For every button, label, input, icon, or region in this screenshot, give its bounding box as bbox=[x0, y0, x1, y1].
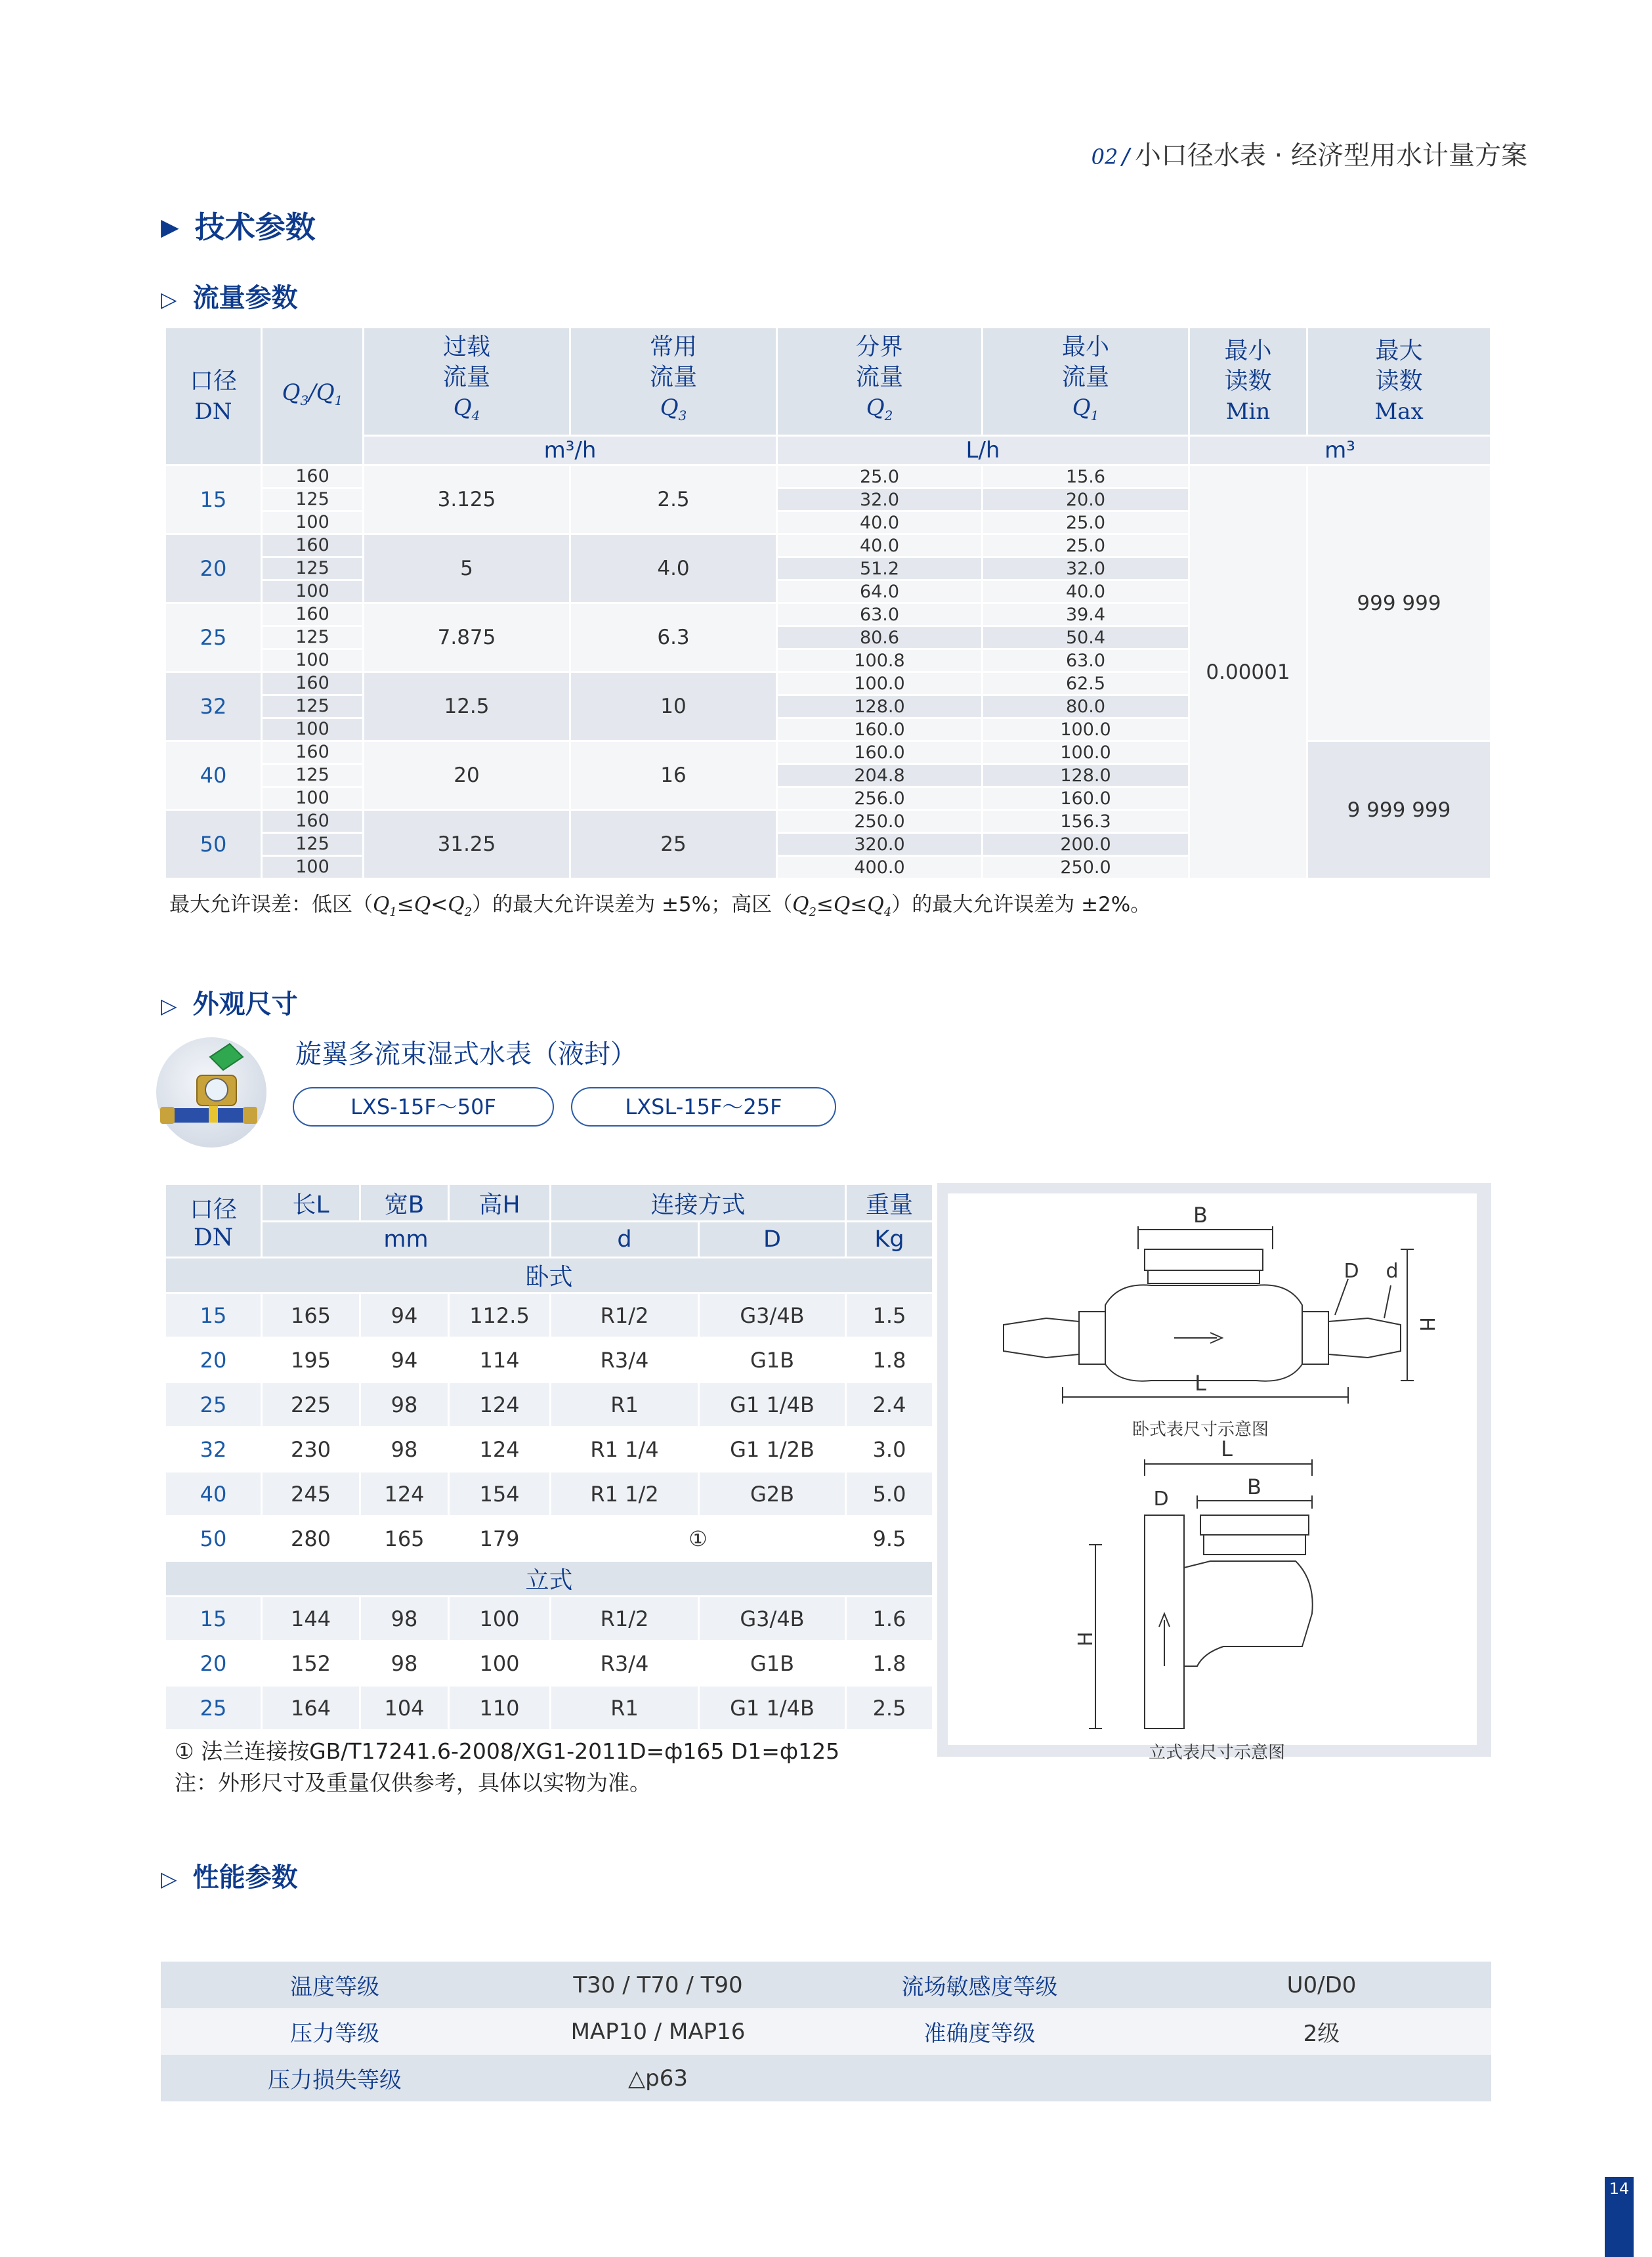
dims-unit-d-large: D bbox=[699, 1222, 846, 1258]
drawing-label: L bbox=[1195, 1371, 1206, 1396]
dims-row bbox=[165, 1293, 933, 1338]
dims-row bbox=[165, 1383, 933, 1427]
drawing-label: B bbox=[1193, 1203, 1208, 1228]
th-q4 bbox=[364, 328, 570, 436]
flow-q4-cell: 7.875 bbox=[364, 603, 570, 672]
drawing-label: B bbox=[1247, 1474, 1261, 1499]
dims-cell: 230 bbox=[262, 1427, 360, 1472]
th-min bbox=[1189, 328, 1307, 436]
dims-vertical-body bbox=[165, 1597, 933, 1730]
dims-cell: 124 bbox=[449, 1427, 551, 1472]
performance-table bbox=[161, 1962, 1491, 2101]
th-ratio bbox=[262, 328, 364, 465]
triangle-outline-icon: ▷ bbox=[161, 1866, 177, 1891]
dims-cell: 104 bbox=[360, 1686, 449, 1730]
flow-q1-cell: 25.0 bbox=[983, 534, 1189, 557]
th-q2-l2: 流量 bbox=[855, 364, 903, 391]
th-q2 bbox=[777, 328, 983, 436]
flow-q2-cell: 51.2 bbox=[777, 557, 983, 580]
flow-ratio-cell: 160 bbox=[262, 603, 364, 626]
dims-row bbox=[165, 1427, 933, 1472]
flow-q2-cell: 128.0 bbox=[777, 695, 983, 718]
th-max-l2: 读数 bbox=[1375, 368, 1423, 395]
dims-cell: R3/4 bbox=[551, 1641, 699, 1686]
dims-cell: R1/2 bbox=[551, 1293, 699, 1338]
dims-cell: 100 bbox=[449, 1641, 551, 1686]
dims-cell: 165 bbox=[262, 1293, 360, 1338]
perf-label: 温度等级 bbox=[161, 1962, 509, 2008]
product-name: 旋翼多流束湿式水表（液封） bbox=[295, 1039, 637, 1069]
dims-note-1: ① 法兰连接按GB/T17241.6-2008/XG1-2011D=ф165 D1=ф125 bbox=[175, 1738, 840, 1764]
dims-row bbox=[165, 1597, 933, 1641]
flow-title-text: 流量参数 bbox=[192, 283, 298, 313]
flow-q2-cell: 40.0 bbox=[777, 534, 983, 557]
dims-cell: 124 bbox=[449, 1383, 551, 1427]
unit-m3h: m³/h bbox=[364, 436, 777, 465]
drawing-label: D bbox=[1344, 1260, 1359, 1283]
flow-ratio-cell: 125 bbox=[262, 626, 364, 649]
appearance-title-text: 外观尺寸 bbox=[192, 989, 298, 1020]
triangle-right-icon: ▶ bbox=[161, 214, 179, 241]
dims-cell: G1 1/4B bbox=[699, 1686, 846, 1730]
dims-cell: 114 bbox=[449, 1338, 551, 1383]
dims-th-weight: 重量 bbox=[846, 1184, 933, 1222]
dims-row bbox=[165, 1516, 933, 1561]
flow-q3-cell: 16 bbox=[570, 741, 777, 810]
perf-label bbox=[807, 2055, 1152, 2101]
dims-cell: 1.8 bbox=[846, 1641, 933, 1686]
perf-row bbox=[161, 2055, 1491, 2101]
dims-cell: 179 bbox=[449, 1516, 551, 1561]
dims-cell: 15 bbox=[165, 1293, 262, 1338]
flow-q4-cell: 20 bbox=[364, 741, 570, 810]
flow-note-range-high: $Q_2\le Q\le Q_4$ bbox=[792, 893, 892, 920]
flow-q1-cell: 250.0 bbox=[983, 856, 1189, 879]
flow-q1-cell: 80.0 bbox=[983, 695, 1189, 718]
dims-cell: 152 bbox=[262, 1641, 360, 1686]
flow-q1-cell: 200.0 bbox=[983, 833, 1189, 856]
dims-cell: 40 bbox=[165, 1472, 262, 1516]
flow-q1-cell: 63.0 bbox=[983, 649, 1189, 672]
dims-row bbox=[165, 1686, 933, 1730]
perf-value: 2级 bbox=[1152, 2008, 1491, 2055]
flow-q1-cell: 100.0 bbox=[983, 718, 1189, 741]
perf-label: 压力等级 bbox=[161, 2008, 509, 2055]
dims-cell: 225 bbox=[262, 1383, 360, 1427]
dims-cell: 245 bbox=[262, 1472, 360, 1516]
th-min-l3: Min bbox=[1225, 398, 1271, 425]
flow-q1-cell: 156.3 bbox=[983, 810, 1189, 833]
dims-cell: 165 bbox=[360, 1516, 449, 1561]
drawing-panel bbox=[937, 1183, 1491, 1763]
flow-ratio-cell: 100 bbox=[262, 580, 364, 603]
flow-note-c: ）的最大允许误差为 ±2%。 bbox=[891, 893, 1151, 916]
drawing-label: H bbox=[1415, 1317, 1438, 1332]
perf-value: MAP10 / MAP16 bbox=[509, 2008, 807, 2055]
flow-dn-cell: 50 bbox=[165, 810, 262, 879]
model-pill-1: LXS-15F～50F bbox=[293, 1087, 554, 1127]
flow-ratio-cell: 100 bbox=[262, 649, 364, 672]
flow-dn-cell: 25 bbox=[165, 603, 262, 672]
flow-ratio-cell: 125 bbox=[262, 488, 364, 511]
dims-cell: G3/4B bbox=[699, 1597, 846, 1641]
dims-row bbox=[165, 1641, 933, 1686]
dims-cell: R1 bbox=[551, 1686, 699, 1730]
dims-cell: 98 bbox=[360, 1427, 449, 1472]
th-q1-l3: $Q_1$ bbox=[1072, 395, 1099, 423]
flow-q1-cell: 39.4 bbox=[983, 603, 1189, 626]
horizontal-meter-drawing bbox=[1004, 1226, 1414, 1404]
flow-q3-cell: 4.0 bbox=[570, 534, 777, 603]
perf-value: U0/D0 bbox=[1152, 1962, 1491, 2008]
perf-value bbox=[1152, 2055, 1491, 2101]
dims-unit-kg: Kg bbox=[846, 1222, 933, 1258]
dims-cell: G1B bbox=[699, 1641, 846, 1686]
dims-cell: 110 bbox=[449, 1686, 551, 1730]
dims-cell: R1 bbox=[551, 1383, 699, 1427]
drawing-label: d bbox=[1386, 1260, 1399, 1283]
th-q4-l3: $Q_4$ bbox=[453, 395, 480, 423]
flow-q4-cell: 12.5 bbox=[364, 672, 570, 741]
flow-ratio-cell: 160 bbox=[262, 810, 364, 833]
dimension-table bbox=[164, 1183, 934, 1731]
flow-dn-cell: 20 bbox=[165, 534, 262, 603]
dims-cell: ① bbox=[551, 1516, 846, 1561]
dims-cell: 94 bbox=[360, 1293, 449, 1338]
flow-title bbox=[161, 277, 298, 314]
dims-section-horizontal: 卧式 bbox=[165, 1258, 933, 1293]
flow-ratio-cell: 160 bbox=[262, 534, 364, 557]
flow-q4-cell: 31.25 bbox=[364, 810, 570, 879]
th-q2-l1: 分界 bbox=[855, 333, 903, 361]
th-dn bbox=[165, 328, 262, 465]
flow-q2-cell: 100.0 bbox=[777, 672, 983, 695]
page-number-tab bbox=[1605, 2177, 1634, 2257]
triangle-outline-icon: ▷ bbox=[161, 287, 177, 312]
th-q4-l1: 过载 bbox=[442, 333, 490, 361]
section-title-text: 技术参数 bbox=[194, 209, 316, 245]
triangle-outline-icon: ▷ bbox=[161, 993, 177, 1018]
unit-lh: L/h bbox=[777, 436, 1189, 465]
flow-ratio-cell: 100 bbox=[262, 511, 364, 534]
dims-th-width: 宽B bbox=[360, 1184, 449, 1222]
dims-cell: 280 bbox=[262, 1516, 360, 1561]
dims-th-dn-en: DN bbox=[193, 1224, 234, 1251]
flow-row bbox=[165, 465, 1491, 488]
dims-cell: R1 1/4 bbox=[551, 1427, 699, 1472]
drawing-label: 立式表尺寸示意图 bbox=[1148, 1743, 1286, 1763]
flow-q2-cell: 100.8 bbox=[777, 649, 983, 672]
perf-row bbox=[161, 2008, 1491, 2055]
flow-dn-cell: 40 bbox=[165, 741, 262, 810]
dims-cell: 15 bbox=[165, 1597, 262, 1641]
dims-cell: 98 bbox=[360, 1383, 449, 1427]
th-dn-en: DN bbox=[194, 398, 232, 425]
flow-q2-cell: 160.0 bbox=[777, 741, 983, 764]
flow-ratio-cell: 100 bbox=[262, 856, 364, 879]
th-max-l1: 最大 bbox=[1375, 337, 1423, 364]
appearance-title bbox=[161, 983, 298, 1021]
drawing-label: D bbox=[1153, 1488, 1169, 1511]
dims-cell: 1.8 bbox=[846, 1338, 933, 1383]
flow-q2-cell: 32.0 bbox=[777, 488, 983, 511]
flow-q2-cell: 25.0 bbox=[777, 465, 983, 488]
flow-dn-cell: 15 bbox=[165, 465, 262, 534]
th-max bbox=[1307, 328, 1491, 436]
flow-note-range-low: $Q_1\le Q<Q_2$ bbox=[373, 893, 473, 920]
flow-ratio-cell: 125 bbox=[262, 695, 364, 718]
flow-note-b: ）的最大允许误差为 ±5%；高区（ bbox=[472, 893, 793, 916]
dims-cell: 98 bbox=[360, 1641, 449, 1686]
dims-cell: 154 bbox=[449, 1472, 551, 1516]
dims-cell: 50 bbox=[165, 1516, 262, 1561]
flow-table-body bbox=[165, 465, 1491, 879]
vertical-meter-drawing bbox=[1089, 1459, 1313, 1729]
dims-section-vertical: 立式 bbox=[165, 1561, 933, 1597]
dims-cell: 144 bbox=[262, 1597, 360, 1641]
flow-q4-cell: 3.125 bbox=[364, 465, 570, 534]
flow-q2-cell: 160.0 bbox=[777, 718, 983, 741]
dims-cell: 195 bbox=[262, 1338, 360, 1383]
flow-q2-cell: 64.0 bbox=[777, 580, 983, 603]
flow-q2-cell: 320.0 bbox=[777, 833, 983, 856]
flow-max-cell-2: 9 999 999 bbox=[1307, 741, 1491, 879]
flow-max-cell-1: 999 999 bbox=[1307, 465, 1491, 741]
section-title bbox=[161, 204, 316, 247]
unit-m3: m³ bbox=[1189, 436, 1491, 465]
dims-row bbox=[165, 1338, 933, 1383]
dims-cell: 1.5 bbox=[846, 1293, 933, 1338]
flow-ratio-cell: 160 bbox=[262, 465, 364, 488]
th-ratio-text: $Q_3/Q_1$ bbox=[282, 379, 343, 408]
dims-cell: 9.5 bbox=[846, 1516, 933, 1561]
dims-cell: R1 1/2 bbox=[551, 1472, 699, 1516]
flow-ratio-cell: 160 bbox=[262, 741, 364, 764]
dims-note-2: 注：外形尺寸及重量仅供参考，具体以实物为准。 bbox=[175, 1770, 651, 1795]
th-q4-l2: 流量 bbox=[442, 364, 490, 391]
dims-cell: 32 bbox=[165, 1427, 262, 1472]
flow-q2-cell: 204.8 bbox=[777, 764, 983, 787]
flow-q1-cell: 25.0 bbox=[983, 511, 1189, 534]
dims-th-length: 长L bbox=[262, 1184, 360, 1222]
th-q1-l2: 流量 bbox=[1061, 364, 1109, 391]
th-min-l2: 读数 bbox=[1224, 368, 1272, 395]
page-number: 14 bbox=[1609, 2180, 1630, 2198]
flow-q2-cell: 400.0 bbox=[777, 856, 983, 879]
th-q1 bbox=[983, 328, 1189, 436]
page-header bbox=[1091, 135, 1527, 172]
dims-cell: R3/4 bbox=[551, 1338, 699, 1383]
th-dn-cn: 口径 bbox=[189, 367, 237, 395]
flow-q1-cell: 62.5 bbox=[983, 672, 1189, 695]
flow-q3-cell: 6.3 bbox=[570, 603, 777, 672]
dims-cell: G1 1/4B bbox=[699, 1383, 846, 1427]
flow-note-a: 最大允许误差：低区（ bbox=[169, 893, 373, 916]
model-pill-2: LXSL-15F～25F bbox=[571, 1087, 836, 1127]
dims-cell: 94 bbox=[360, 1338, 449, 1383]
th-q2-l3: $Q_2$ bbox=[866, 395, 893, 423]
flow-min-cell: 0.00001 bbox=[1189, 465, 1307, 879]
flow-ratio-cell: 100 bbox=[262, 787, 364, 810]
dims-th-dn bbox=[165, 1184, 262, 1258]
dims-horizontal-body bbox=[165, 1293, 933, 1561]
th-max-l3: Max bbox=[1374, 398, 1424, 425]
flow-q1-cell: 32.0 bbox=[983, 557, 1189, 580]
flow-q4-cell: 5 bbox=[364, 534, 570, 603]
dims-cell: 98 bbox=[360, 1597, 449, 1641]
dims-cell: 20 bbox=[165, 1641, 262, 1686]
dims-cell: G3/4B bbox=[699, 1293, 846, 1338]
dims-cell: 2.5 bbox=[846, 1686, 933, 1730]
perf-value: △p63 bbox=[509, 2055, 807, 2101]
dims-cell: 3.0 bbox=[846, 1427, 933, 1472]
water-meter-icon bbox=[156, 1037, 266, 1148]
flow-q1-cell: 160.0 bbox=[983, 787, 1189, 810]
dims-cell: 25 bbox=[165, 1686, 262, 1730]
dims-cell: R1/2 bbox=[551, 1597, 699, 1641]
drawing-label: H bbox=[1074, 1631, 1097, 1646]
flow-q1-cell: 128.0 bbox=[983, 764, 1189, 787]
flow-q1-cell: 15.6 bbox=[983, 465, 1189, 488]
dims-row bbox=[165, 1472, 933, 1516]
perf-label: 压力损失等级 bbox=[161, 2055, 509, 2101]
dims-cell: G1 1/2B bbox=[699, 1427, 846, 1472]
flow-q1-cell: 40.0 bbox=[983, 580, 1189, 603]
flow-q1-cell: 100.0 bbox=[983, 741, 1189, 764]
chapter-title: 小口径水表 · 经济型用水计量方案 bbox=[1134, 140, 1527, 171]
vertical-labels bbox=[1074, 1436, 1285, 1763]
flow-q2-cell: 250.0 bbox=[777, 810, 983, 833]
flow-ratio-cell: 125 bbox=[262, 764, 364, 787]
flow-ratio-cell: 100 bbox=[262, 718, 364, 741]
perf-row bbox=[161, 1962, 1491, 2008]
performance-table-body bbox=[161, 1962, 1491, 2101]
th-q3-l2: 流量 bbox=[649, 364, 697, 391]
dims-th-connection: 连接方式 bbox=[551, 1184, 846, 1222]
flow-ratio-cell: 125 bbox=[262, 833, 364, 856]
th-q3 bbox=[570, 328, 777, 436]
flow-q1-cell: 50.4 bbox=[983, 626, 1189, 649]
flow-q1-cell: 20.0 bbox=[983, 488, 1189, 511]
water-meter-photo bbox=[156, 1037, 266, 1148]
dimension-drawing bbox=[948, 1193, 1477, 1763]
dims-unit-mm: mm bbox=[262, 1222, 551, 1258]
th-min-l1: 最小 bbox=[1224, 337, 1272, 364]
dims-cell: 5.0 bbox=[846, 1472, 933, 1516]
flow-q3-cell: 25 bbox=[570, 810, 777, 879]
dims-cell: G1B bbox=[699, 1338, 846, 1383]
perf-title bbox=[161, 1857, 298, 1894]
dims-cell: 112.5 bbox=[449, 1293, 551, 1338]
dims-cell: 25 bbox=[165, 1383, 262, 1427]
perf-label: 流场敏感度等级 bbox=[807, 1962, 1152, 2008]
drawing-label: 卧式表尺寸示意图 bbox=[1132, 1420, 1269, 1440]
chapter-slash: / bbox=[1122, 144, 1130, 170]
flow-ratio-cell: 125 bbox=[262, 557, 364, 580]
th-q3-l1: 常用 bbox=[649, 333, 697, 361]
dims-cell: 1.6 bbox=[846, 1597, 933, 1641]
dims-cell: 164 bbox=[262, 1686, 360, 1730]
flow-q2-cell: 63.0 bbox=[777, 603, 983, 626]
flow-dn-cell: 32 bbox=[165, 672, 262, 741]
horizontal-labels bbox=[1132, 1203, 1438, 1440]
drawing-canvas bbox=[948, 1193, 1477, 1763]
flow-q3-cell: 10 bbox=[570, 672, 777, 741]
th-q1-l1: 最小 bbox=[1061, 333, 1109, 361]
flow-q3-cell: 2.5 bbox=[570, 465, 777, 534]
perf-label: 准确度等级 bbox=[807, 2008, 1152, 2055]
dims-unit-d-small: d bbox=[551, 1222, 699, 1258]
flow-q2-cell: 40.0 bbox=[777, 511, 983, 534]
flow-q2-cell: 256.0 bbox=[777, 787, 983, 810]
perf-value: T30 / T70 / T90 bbox=[509, 1962, 807, 2008]
dims-cell: G2B bbox=[699, 1472, 846, 1516]
flow-table bbox=[164, 326, 1492, 880]
th-q3-l3: $Q_3$ bbox=[660, 395, 687, 423]
dims-cell: 2.4 bbox=[846, 1383, 933, 1427]
perf-title-text: 性能参数 bbox=[192, 1862, 298, 1893]
chapter-number: 02 bbox=[1091, 144, 1118, 169]
drawing-label: L bbox=[1221, 1436, 1233, 1461]
flow-q2-cell: 80.6 bbox=[777, 626, 983, 649]
dims-cell: 124 bbox=[360, 1472, 449, 1516]
flow-note bbox=[169, 888, 1151, 919]
dims-cell: 20 bbox=[165, 1338, 262, 1383]
dims-th-height: 高H bbox=[449, 1184, 551, 1222]
dims-th-dn-cn: 口径 bbox=[189, 1195, 237, 1223]
dims-cell: 100 bbox=[449, 1597, 551, 1641]
flow-ratio-cell: 160 bbox=[262, 672, 364, 695]
